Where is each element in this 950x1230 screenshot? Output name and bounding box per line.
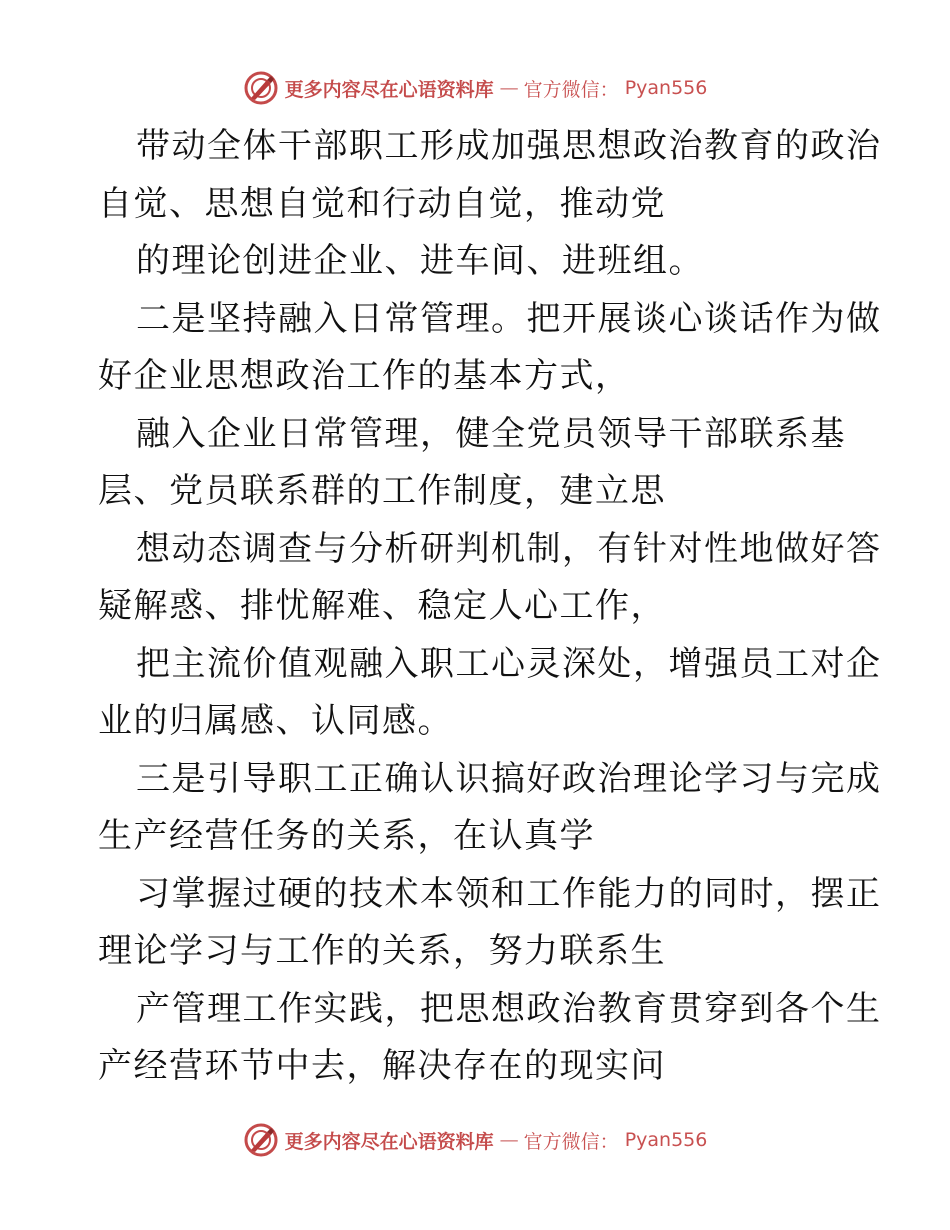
text-line: 习掌握过硬的技术本领和工作能力的同时，摆正 <box>136 873 882 914</box>
watermark-title: 更多内容尽在心语资料库 <box>284 78 494 101</box>
text-line: 三是引导职工正确认识搞好政治理论学习与完成 <box>136 758 882 799</box>
body-text <box>98 118 882 1096</box>
text-line: 的理论创进企业、进车间、进班组。 <box>136 241 704 281</box>
text-line: 把主流价值观融入职工心灵深处，增强员工对企 <box>136 643 882 684</box>
text-line: 好企业思想政治工作的基本方式， <box>98 356 631 396</box>
text-line: 业的归属感、认同感。 <box>98 701 453 741</box>
watermark-dash: — <box>499 77 518 99</box>
text-line: 疑解惑、排忧解难、稳定人心工作， <box>98 586 666 626</box>
watermark-dash: — <box>499 1129 518 1151</box>
text-line: 理论学习与工作的关系，努力联系生 <box>98 931 666 971</box>
text-line: 产管理工作实践，把思想政治教育贯穿到各个生 <box>136 988 882 1029</box>
header-watermark <box>0 68 950 108</box>
text-line: 二是坚持融入日常管理。把开展谈心谈话作为做 <box>136 298 882 339</box>
pen-circle-logo-icon <box>243 70 279 106</box>
watermark-official: 官方微信： <box>523 1130 619 1153</box>
watermark-official: 官方微信： <box>523 78 619 101</box>
text-line: 自觉、思想自觉和行动自觉，推动党 <box>98 183 666 224</box>
text-line: 想动态调查与分析研判机制，有针对性地做好答 <box>136 528 882 569</box>
text-line: 产经营环节中去，解决存在的现实问 <box>98 1046 666 1086</box>
watermark-wechat-id: Pyan556 <box>624 1129 708 1151</box>
text-line: 融入企业日常管理，健全党员领导干部联系基 <box>136 413 846 454</box>
text-line: 带动全体干部职工形成加强思想政治教育的政治 <box>136 126 882 166</box>
watermark-title: 更多内容尽在心语资料库 <box>284 1130 494 1153</box>
pen-circle-logo-icon <box>243 1122 279 1158</box>
watermark-wechat-id: Pyan556 <box>624 77 708 99</box>
footer-watermark <box>0 1120 950 1160</box>
text-line: 层、党员联系群的工作制度，建立思 <box>98 471 666 511</box>
text-line: 生产经营任务的关系，在认真学 <box>98 816 595 856</box>
